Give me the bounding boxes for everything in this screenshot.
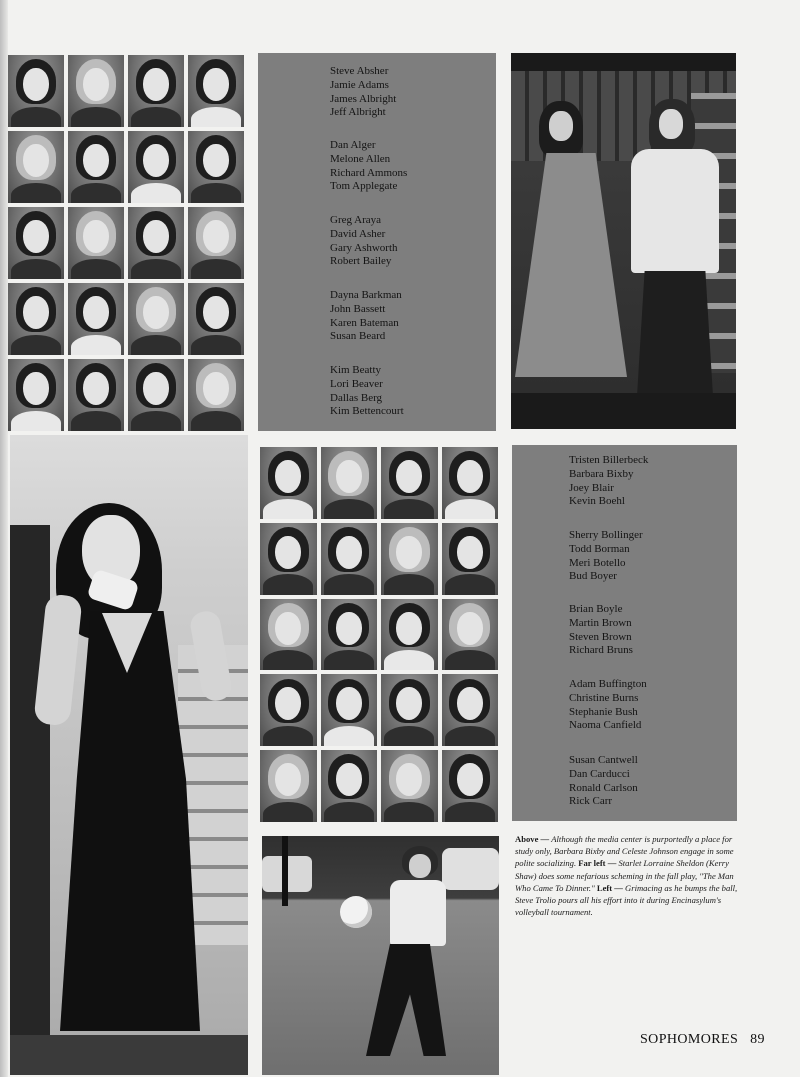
student-portrait (260, 447, 317, 519)
portrait-body-shape (384, 499, 434, 519)
portrait-body-shape (131, 335, 180, 355)
portrait-body-shape (131, 107, 180, 127)
student-name: Martin Brown (569, 616, 632, 629)
page-folio (640, 1032, 765, 1048)
portrait-face-shape (457, 536, 483, 569)
portrait-body-shape (445, 650, 495, 670)
student-name: Jamie Adams (330, 78, 389, 91)
student-name: Kevin Boehl (569, 495, 625, 508)
student-portrait (188, 207, 244, 279)
student-name: Dallas Berg (330, 391, 383, 404)
floor-shape (511, 393, 736, 429)
portrait-face-shape (23, 144, 49, 177)
student-portrait (260, 750, 317, 822)
portrait-grid-upper (8, 55, 244, 431)
student-portrait (381, 523, 438, 595)
girl-left-coat-shape (515, 153, 627, 377)
name-group (330, 65, 396, 120)
volleyball-shape (340, 896, 372, 928)
girl-right-jacket-shape (631, 149, 719, 273)
caption-text-left: Grimacing as he bumps the ball, Steve Trolio pours all his effort into it during Encinasylum's volleyball tournament. (515, 882, 738, 918)
name-group (569, 754, 638, 809)
student-name: Gary Ashworth (330, 241, 398, 254)
portrait-body-shape (191, 335, 240, 355)
portrait-body-shape (263, 802, 313, 822)
girl-left-face-shape (549, 111, 573, 141)
portrait-face-shape (83, 220, 109, 253)
student-name: Steven Brown (569, 630, 632, 643)
student-name: Ronald Carlson (569, 781, 638, 794)
student-portrait (381, 674, 438, 746)
player-pants-shape (366, 944, 446, 1056)
student-name: Joey Blair (569, 481, 614, 494)
student-name: Susan Beard (330, 330, 386, 343)
portrait-body-shape (263, 574, 313, 594)
photo-caption (515, 833, 740, 918)
portrait-face-shape (396, 536, 422, 569)
portrait-body-shape (263, 499, 313, 519)
portrait-face-shape (275, 460, 301, 493)
portrait-face-shape (203, 144, 229, 177)
student-portrait (381, 750, 438, 822)
portrait-face-shape (143, 296, 169, 329)
student-name: Kim Beatty (330, 364, 382, 376)
caption-text-far-left: Starlet Lorraine Sheldon (Kerry Shaw) does some nefarious scheming in the fall play, "The Man Who Came To Dinner." (515, 858, 734, 893)
portrait-body-shape (445, 726, 495, 746)
portrait-face-shape (396, 460, 422, 493)
portrait-body-shape (384, 726, 434, 746)
student-name: Greg Araya (330, 214, 382, 226)
portrait-face-shape (203, 68, 229, 101)
name-panel-lower (512, 445, 737, 821)
student-portrait (68, 207, 124, 279)
student-name: James Albright (330, 92, 397, 105)
student-name: Kim Bettencourt (330, 405, 404, 418)
student-name: Jeff Albright (330, 106, 386, 119)
portrait-body-shape (384, 650, 434, 670)
portrait-face-shape (336, 460, 362, 493)
portrait-face-shape (275, 612, 301, 645)
student-portrait (321, 750, 378, 822)
portrait-body-shape (324, 499, 374, 519)
portrait-face-shape (336, 763, 362, 796)
portrait-face-shape (457, 763, 483, 796)
portrait-body-shape (324, 574, 374, 594)
student-portrait (442, 523, 499, 595)
student-name: Tristen Billerbeck (569, 454, 649, 466)
volleyball-photo (262, 836, 499, 1075)
student-name: Karen Bateman (330, 316, 399, 329)
portrait-face-shape (143, 372, 169, 405)
portrait-body-shape (191, 411, 240, 431)
caption-label-left: Left — (596, 882, 626, 893)
portrait-body-shape (71, 183, 120, 203)
portrait-body-shape (11, 183, 60, 203)
student-name: Dan Alger (330, 139, 376, 151)
student-name: Steve Absher (330, 65, 389, 77)
student-portrait (8, 359, 64, 431)
name-group (330, 364, 404, 419)
portrait-body-shape (131, 183, 180, 203)
student-portrait (128, 131, 184, 203)
portrait-body-shape (71, 259, 120, 279)
telephone-photo (10, 435, 248, 1075)
player-shirt-shape (390, 880, 446, 946)
doorframe-shape (10, 525, 50, 1075)
ceiling-shape (511, 53, 736, 71)
portrait-face-shape (23, 220, 49, 253)
student-portrait (188, 283, 244, 355)
caption-label-far-left: Far left — (578, 858, 619, 869)
portrait-face-shape (457, 687, 483, 720)
student-portrait (8, 207, 64, 279)
portrait-face-shape (457, 612, 483, 645)
page-number: 89 (750, 1032, 765, 1047)
student-name: Susan Cantwell (569, 754, 638, 766)
portrait-face-shape (83, 68, 109, 101)
student-name: Bud Boyer (569, 570, 617, 583)
student-portrait (442, 599, 499, 671)
portrait-body-shape (71, 335, 120, 355)
portrait-body-shape (131, 259, 180, 279)
student-name: Stephanie Bush (569, 705, 638, 718)
student-portrait (442, 674, 499, 746)
portrait-face-shape (203, 220, 229, 253)
portrait-face-shape (143, 68, 169, 101)
portrait-body-shape (445, 499, 495, 519)
name-group (569, 529, 643, 584)
portrait-body-shape (71, 107, 120, 127)
section-title: SOPHOMORES (640, 1032, 739, 1047)
portrait-body-shape (263, 650, 313, 670)
student-name: Lori Beaver (330, 377, 383, 390)
portrait-face-shape (83, 144, 109, 177)
student-portrait (188, 359, 244, 431)
student-portrait (128, 55, 184, 127)
student-portrait (260, 599, 317, 671)
portrait-face-shape (143, 144, 169, 177)
girl-right-face-shape (659, 109, 683, 139)
student-portrait (260, 523, 317, 595)
name-group (330, 139, 407, 194)
student-portrait (442, 750, 499, 822)
name-group (569, 603, 633, 658)
student-portrait (442, 447, 499, 519)
student-portrait (188, 55, 244, 127)
student-name: Richard Bruns (569, 644, 633, 657)
portrait-body-shape (191, 183, 240, 203)
portrait-body-shape (11, 411, 60, 431)
student-portrait (321, 674, 378, 746)
student-name: Naoma Canfield (569, 719, 642, 732)
student-portrait (321, 447, 378, 519)
portrait-body-shape (324, 802, 374, 822)
student-name: Rick Carr (569, 795, 613, 808)
portrait-body-shape (191, 107, 240, 127)
portrait-face-shape (275, 536, 301, 569)
portrait-body-shape (445, 802, 495, 822)
student-portrait (68, 283, 124, 355)
student-portrait (68, 55, 124, 127)
caption-label-above: Above — (515, 834, 552, 844)
student-name: Barbara Bixby (569, 467, 634, 480)
portrait-body-shape (191, 259, 240, 279)
student-name: Christine Burns (569, 691, 639, 704)
student-portrait (260, 674, 317, 746)
student-name: Tom Applegate (330, 180, 398, 193)
student-portrait (321, 523, 378, 595)
name-group (569, 678, 647, 733)
student-portrait (381, 599, 438, 671)
parked-car-right-shape (442, 848, 499, 890)
student-name: Dan Carducci (569, 767, 630, 780)
portrait-face-shape (396, 612, 422, 645)
portrait-body-shape (324, 726, 374, 746)
portrait-grid-lower (260, 447, 498, 822)
student-name: Brian Boyle (569, 603, 623, 615)
student-name: Sherry Bollinger (569, 529, 643, 541)
portrait-body-shape (11, 259, 60, 279)
student-name: Todd Borman (569, 542, 630, 555)
caption-text-above: Although the media center is purportedly a place for study only, Barbara Bixby and Celeste Johnson engage in some polite socializing. (515, 834, 734, 869)
student-name: Richard Ammons (330, 166, 408, 179)
student-portrait (68, 359, 124, 431)
name-panel-upper (258, 53, 496, 431)
student-name: Dayna Barkman (330, 289, 402, 301)
student-name: John Bassett (330, 302, 386, 315)
student-portrait (128, 207, 184, 279)
student-portrait (321, 599, 378, 671)
name-group (330, 214, 398, 269)
portrait-face-shape (336, 536, 362, 569)
portrait-body-shape (11, 107, 60, 127)
student-name: Meri Botello (569, 556, 626, 569)
portrait-body-shape (384, 802, 434, 822)
pole-shape (282, 836, 288, 906)
student-name: Adam Buffington (569, 678, 647, 690)
name-group (569, 454, 648, 509)
portrait-body-shape (324, 650, 374, 670)
stage-floor-shape (10, 1035, 248, 1075)
student-portrait (8, 283, 64, 355)
portrait-face-shape (143, 220, 169, 253)
portrait-face-shape (203, 372, 229, 405)
student-portrait (68, 131, 124, 203)
name-group (330, 289, 402, 344)
page-binding-edge (0, 0, 8, 1077)
student-portrait (128, 283, 184, 355)
player-face-shape (409, 854, 431, 878)
portrait-body-shape (11, 335, 60, 355)
portrait-body-shape (263, 726, 313, 746)
student-portrait (188, 131, 244, 203)
portrait-face-shape (23, 68, 49, 101)
student-portrait (8, 55, 64, 127)
portrait-face-shape (23, 296, 49, 329)
portrait-face-shape (83, 296, 109, 329)
media-center-photo (511, 53, 736, 429)
student-name: David Asher (330, 227, 386, 240)
portrait-body-shape (131, 411, 180, 431)
portrait-face-shape (203, 296, 229, 329)
student-portrait (381, 447, 438, 519)
portrait-face-shape (336, 612, 362, 645)
portrait-body-shape (445, 574, 495, 594)
portrait-face-shape (83, 372, 109, 405)
portrait-face-shape (457, 460, 483, 493)
portrait-body-shape (384, 574, 434, 594)
student-name: Melone Allen (330, 152, 391, 165)
portrait-face-shape (23, 372, 49, 405)
portrait-body-shape (71, 411, 120, 431)
student-name: Robert Bailey (330, 255, 392, 268)
student-portrait (8, 131, 64, 203)
portrait-face-shape (336, 687, 362, 720)
student-portrait (128, 359, 184, 431)
